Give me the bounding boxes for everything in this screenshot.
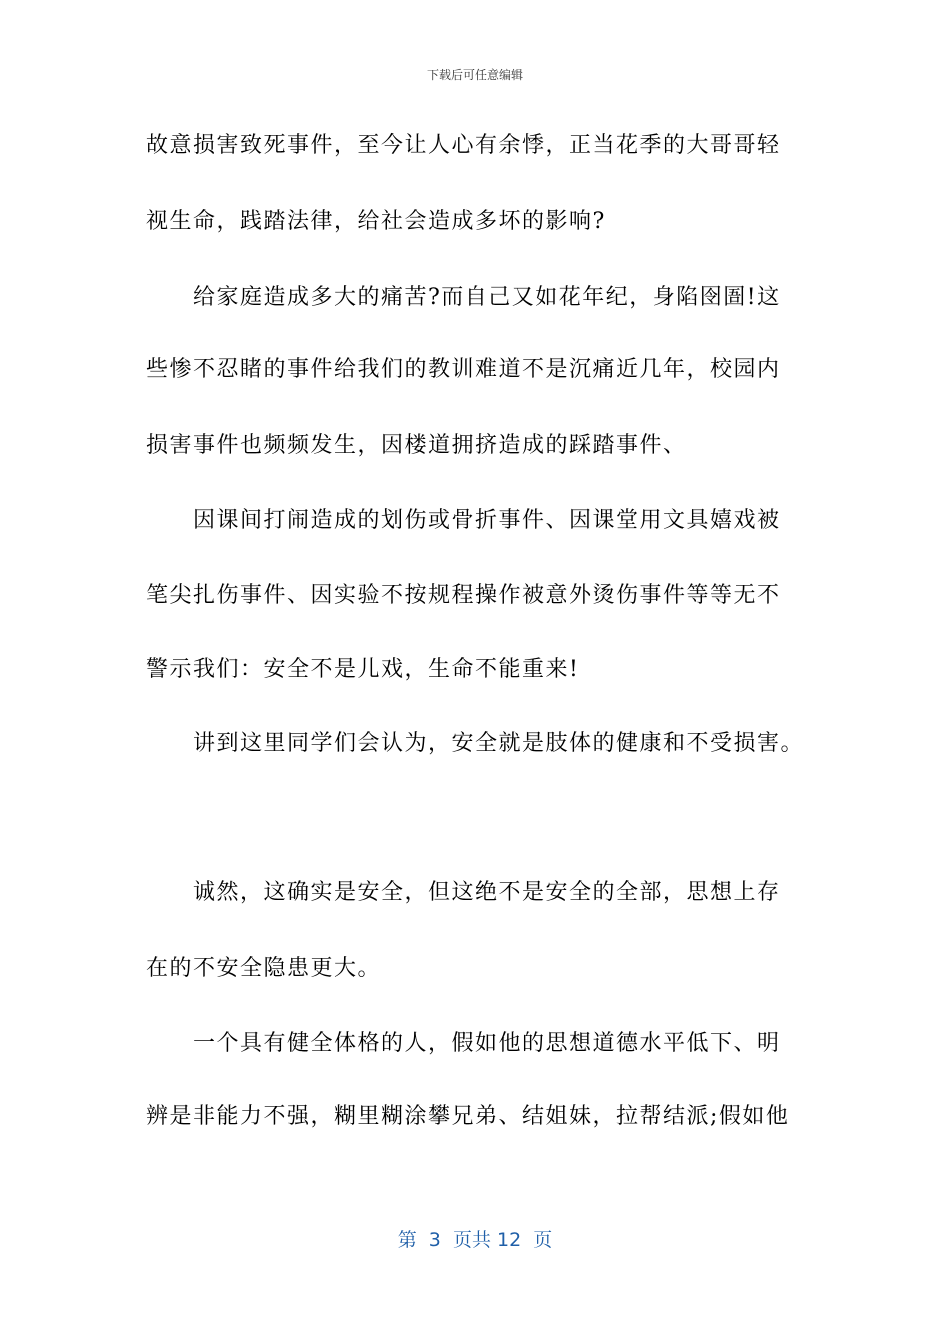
- body-line-12: 一个具有健全体格的人，假如他的思想道德水平低下、明: [193, 1031, 781, 1056]
- header-note: 下载后可任意编辑: [426, 68, 523, 82]
- body-line-10: 诚然，这确实是安全，但这绝不是安全的全部，思想上存: [193, 880, 781, 905]
- body-line-11: 在的不安全隐患更大。: [146, 956, 382, 981]
- page-number: 第 3 页共 12 页: [397, 1229, 553, 1251]
- body-line-6: 因课间打闹造成的划伤或骨折事件、因课堂用文具嬉戏被: [193, 508, 781, 533]
- body-line-4: 些惨不忍睹的事件给我们的教训难道不是沉痛近几年，校园内: [146, 357, 781, 382]
- body-line-8: 警示我们：安全不是儿戏，生命不能重来!: [146, 657, 580, 682]
- body-line-3: 给家庭造成多大的痛苦?而自己又如花年纪，身陷囹圄!这: [193, 285, 781, 310]
- body-line-9: 讲到这里同学们会认为，安全就是肢体的健康和不受损害。: [193, 731, 805, 756]
- body-line-5: 损害事件也频频发生，因楼道拥挤造成的踩踏事件、: [146, 433, 687, 458]
- body-line-13: 辨是非能力不强，糊里糊涂攀兄弟、结姐妹，拉帮结派;假如他: [146, 1104, 790, 1129]
- body-line-1: 故意损害致死事件，至今让人心有余悸，正当花季的大哥哥轻: [146, 133, 781, 158]
- body-line-7: 笔尖扎伤事件、因实验不按规程操作被意外烫伤事件等等无不: [146, 583, 781, 608]
- body-line-2: 视生命，践踏法律，给社会造成多坏的影响?: [146, 209, 606, 234]
